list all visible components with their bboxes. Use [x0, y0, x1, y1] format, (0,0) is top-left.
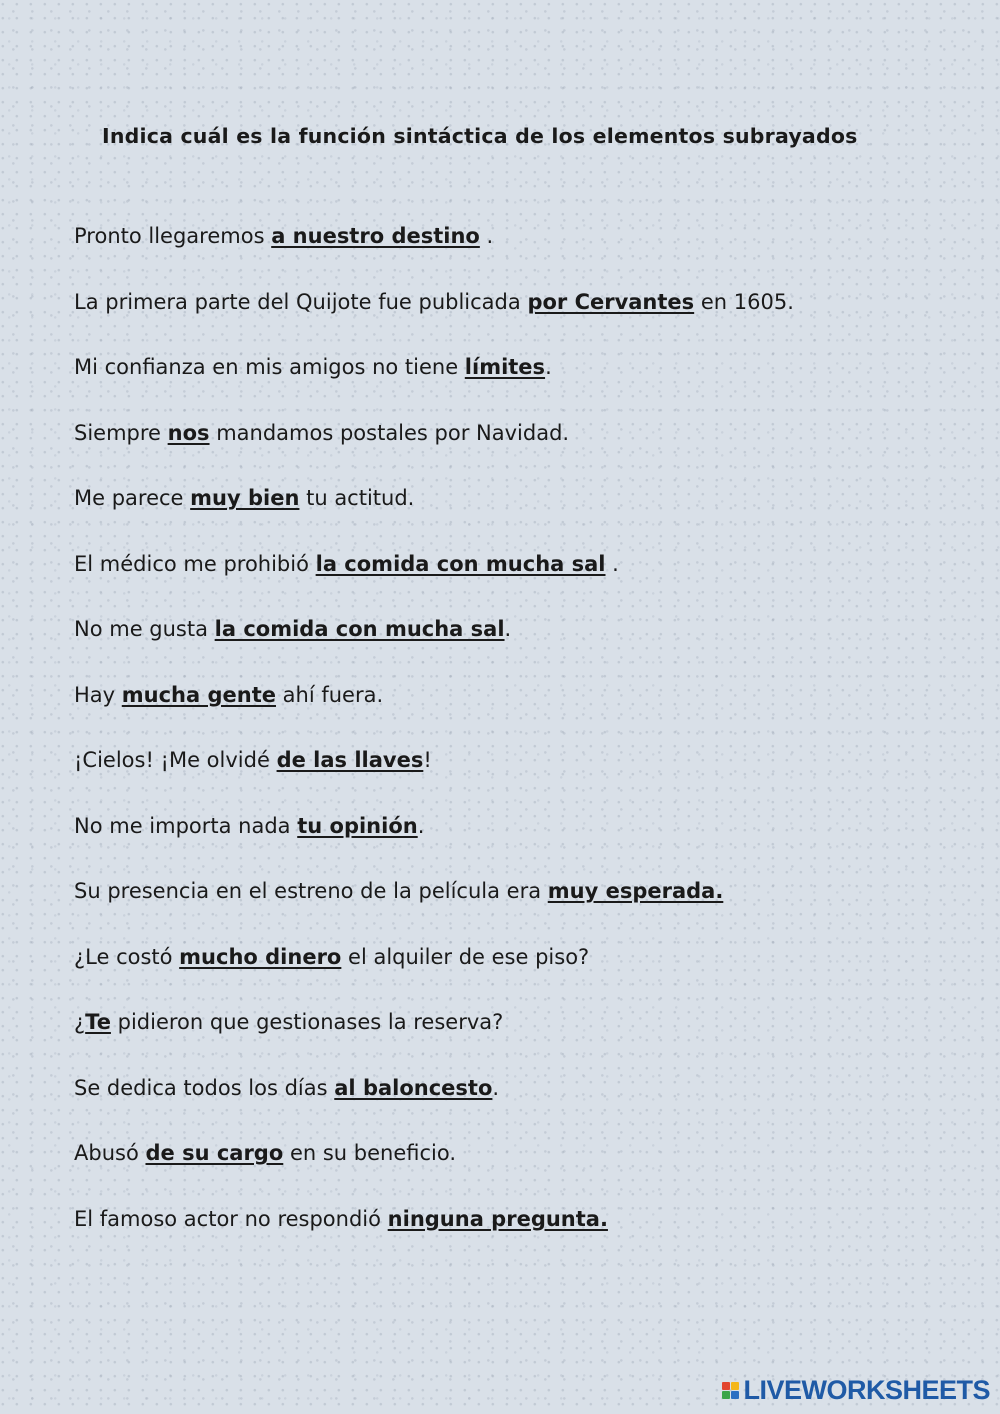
sentence-text: No me gusta	[74, 617, 215, 641]
underlined-element: por Cervantes	[527, 289, 695, 314]
sentence-item	[74, 1004, 954, 1070]
sentence-text: en su beneficio.	[283, 1141, 457, 1165]
worksheet-title: Indica cuál es la función sintáctica de los elementos subrayados	[102, 124, 858, 148]
sentence-text: .	[479, 224, 494, 248]
underlined-element: al baloncesto	[334, 1075, 493, 1100]
sentence-item	[74, 808, 954, 874]
sentence-text: el alquiler de ese piso?	[341, 944, 590, 969]
sentence-item	[74, 1201, 954, 1267]
liveworksheets-logo-text: LIVEWORKSHEETS	[743, 1375, 990, 1405]
sentence-text: No me importa nada	[74, 813, 298, 838]
sentence-text: .	[417, 813, 425, 838]
sentence-text: Pronto llegaremos	[74, 224, 272, 248]
sentence-list	[74, 218, 954, 1266]
sentence-item	[74, 677, 954, 743]
sentence-item	[74, 939, 954, 1005]
sentence-item	[74, 349, 954, 415]
sentence-item	[74, 284, 954, 350]
sentence-text: tu actitud.	[299, 486, 415, 510]
sentence-item	[74, 218, 954, 284]
sentence-text: ¿Le costó	[74, 944, 180, 969]
sentence-item	[74, 1070, 954, 1136]
underlined-element: de su cargo	[145, 1141, 284, 1165]
underlined-element: la comida con mucha sal	[214, 617, 505, 641]
logo-square-icon	[722, 1382, 730, 1390]
sentence-text: Mi confianza en mis amigos no tiene	[74, 355, 465, 379]
logo-square-icon	[731, 1382, 739, 1390]
sentence-text: El médico me prohibió	[74, 551, 316, 576]
sentence-item	[74, 1135, 954, 1201]
sentence-text: Abusó	[74, 1141, 146, 1165]
sentence-text: en 1605.	[694, 289, 794, 314]
sentence-item	[74, 873, 954, 939]
sentence-text: Se dedica todos los días	[74, 1075, 335, 1100]
sentence-text: pidieron que gestionases la reserva?	[110, 1010, 504, 1034]
underlined-element: tu opinión	[297, 813, 418, 838]
liveworksheets-logo[interactable]	[722, 1375, 990, 1406]
liveworksheets-logo-icon	[722, 1382, 739, 1399]
underlined-element: la comida con mucha sal	[315, 551, 606, 576]
sentence-text: .	[545, 355, 552, 379]
underlined-element: nos	[167, 420, 210, 445]
sentence-item	[74, 480, 954, 546]
underlined-element: ninguna pregunta.	[387, 1206, 608, 1231]
underlined-element: muy bien	[190, 486, 300, 510]
underlined-element: de las llaves	[276, 748, 424, 772]
logo-square-icon	[722, 1391, 730, 1399]
underlined-element: Te	[85, 1010, 111, 1034]
sentence-text: .	[504, 617, 512, 641]
sentence-text: mandamos postales por Navidad.	[209, 420, 570, 445]
sentence-text: .	[492, 1075, 500, 1100]
sentence-item	[74, 415, 954, 481]
sentence-text: La primera parte del Quijote fue publicada	[74, 289, 528, 314]
sentence-text: ¡Cielos! ¡Me olvidé	[74, 748, 277, 772]
logo-square-icon	[731, 1391, 739, 1399]
underlined-element: límites	[464, 355, 546, 379]
sentence-text: Siempre	[74, 420, 168, 445]
sentence-text: Hay	[74, 682, 122, 707]
sentence-text: !	[423, 748, 432, 772]
sentence-item	[74, 546, 954, 612]
sentence-text: El famoso actor no respondió	[74, 1206, 388, 1231]
sentence-text: .	[605, 551, 619, 576]
sentence-item	[74, 742, 954, 808]
sentence-text: Su presencia en el estreno de la película era	[74, 879, 548, 903]
sentence-text: ahí fuera.	[275, 682, 384, 707]
sentence-item	[74, 611, 954, 677]
underlined-element: mucha gente	[121, 682, 276, 707]
sentence-text: Me parece	[74, 486, 191, 510]
underlined-element: muy esperada.	[547, 879, 724, 903]
underlined-element: mucho dinero	[179, 944, 342, 969]
sentence-text: ¿	[74, 1010, 86, 1034]
underlined-element: a nuestro destino	[271, 224, 480, 248]
